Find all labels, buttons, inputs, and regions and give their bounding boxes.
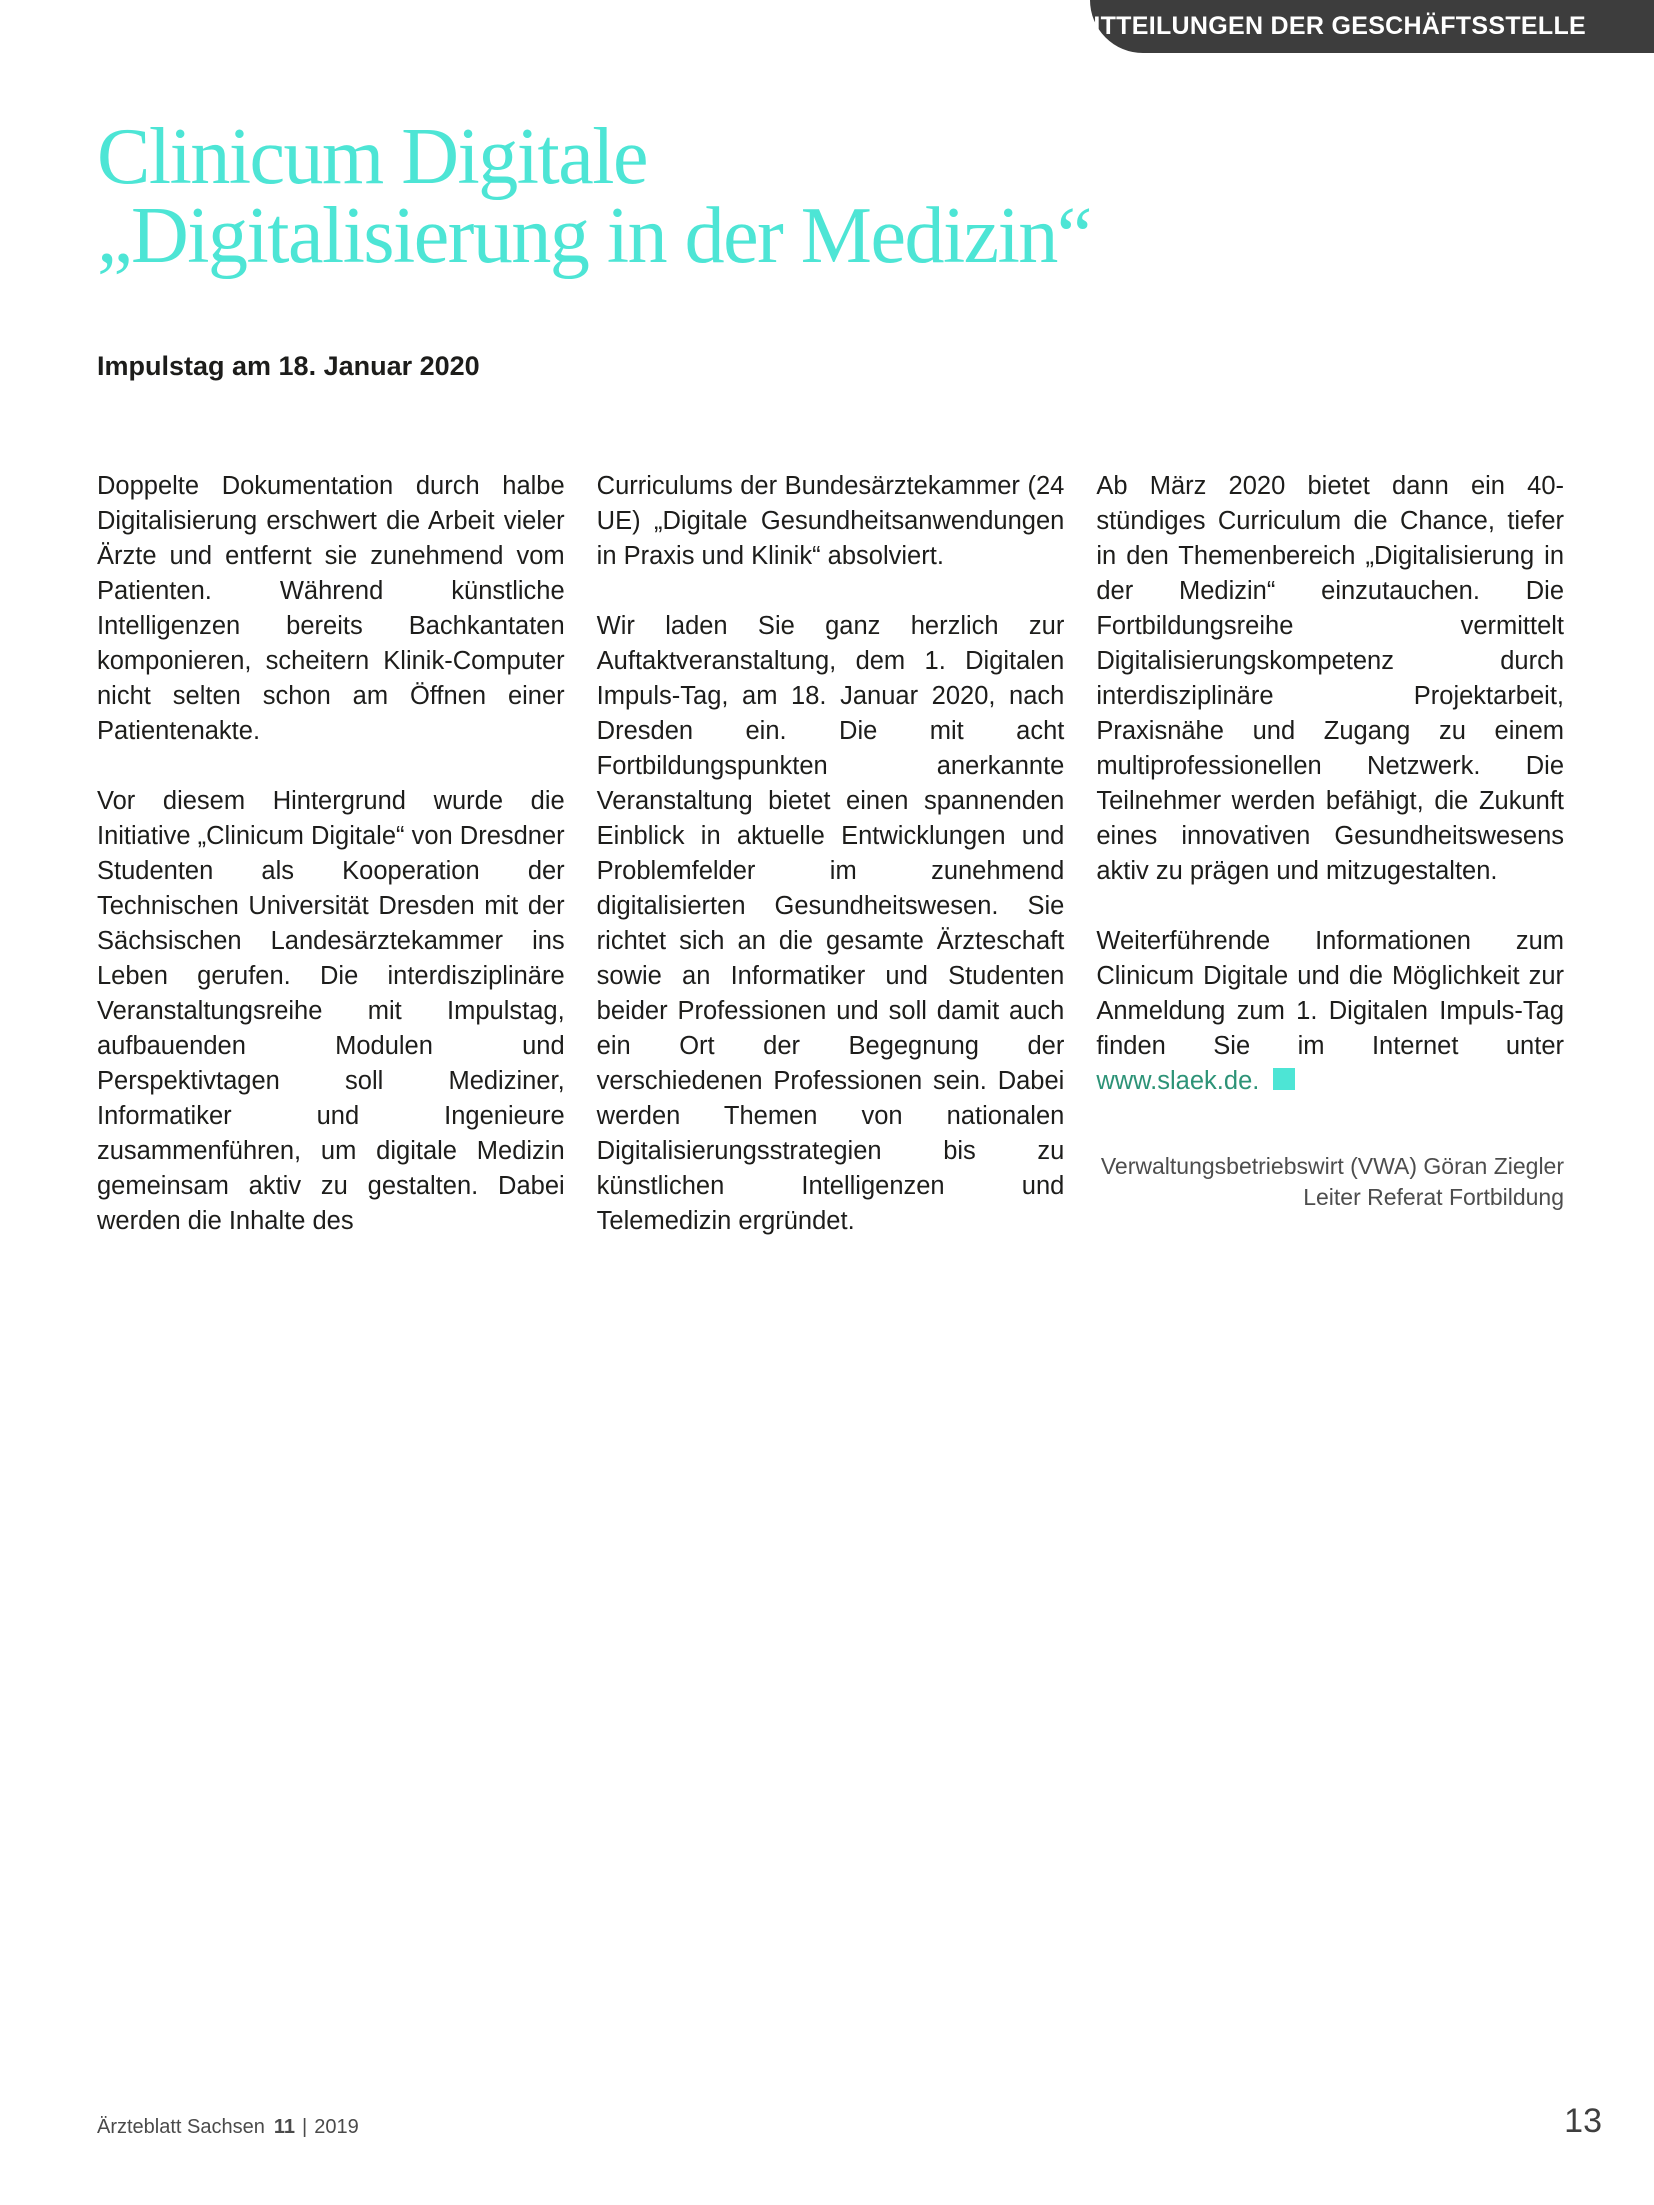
issue-year-separator: |	[302, 2116, 308, 2138]
paragraph: Vor diesem Hintergrund wurde die Initiative „Clinicum Digitale“ von Dresdner Studenten als Kooperation der Technischen Universität Dresden mit der Sächsischen Landesärztekammer ins Leben gerufen. Die interdisziplinäre Veranstaltungsreihe mit Impulstag, aufbauenden Modulen und Perspektivtagen soll Mediziner, Informatiker und Ingenieure zusammenführen, um digitale Medizin gemeinsam aktiv zu gestalten. Dabei werden die Inhalte des	[97, 787, 565, 1235]
page-number: 13	[1564, 2102, 1602, 2140]
article-title	[97, 113, 1091, 280]
footer-journal-info	[97, 2116, 359, 2139]
paragraph-with-link	[1096, 924, 1564, 1099]
text-column-1	[97, 469, 565, 1274]
paragraph: Ab März 2020 bietet dann ein 40-stündiges Curriculum die Chance, tiefer in den Themenbereich „Digitalisierung in der Medizin“ einzutauchen. Die Fortbildungsreihe vermittelt Digitalisierungskompetenz durch interdisziplinäre Projektarbeit, Praxisnähe und Zugang zu einem multiprofessionellen Netzwerk. Die Teilnehmer werden befähigt, die Zukunft eines innovativen Gesundheitswesens aktiv zu prägen und mitzugestalten.	[1096, 472, 1565, 885]
article-title-line-2: „Digitalisierung in der Medizin“	[97, 192, 1091, 280]
byline-role: Leiter Referat Fortbildung	[1303, 1184, 1565, 1210]
journal-name: Ärzteblatt Sachsen	[97, 2116, 265, 2138]
article-title-line-1: Clinicum Digitale	[97, 113, 647, 201]
byline	[1096, 1151, 1564, 1213]
section-banner	[1072, 0, 1654, 53]
article-subtitle: Impulstag am 18. Januar 2020	[97, 351, 480, 381]
paragraph: Doppelte Dokumentation durch halbe Digitalisierung erschwert die Arbeit vieler Ärzte und entfernt sie zunehmend vom Patienten. Während künstliche Intelligenzen bereits Bachkantaten komponieren, scheitern Klinik-Computer nicht selten schon am Öffnen einer Patientenakte.	[97, 472, 565, 745]
end-of-article-square-icon	[1273, 1068, 1295, 1090]
slaek-website-link[interactable]: www.slaek.de.	[1096, 1067, 1260, 1095]
paragraph: Curriculums der Bundesärztekammer (24 UE) „Digitale Gesundheitsanwendungen in Praxis und Klinik“ absolviert.	[596, 472, 1065, 570]
article-body	[97, 469, 1564, 1274]
byline-author: Verwaltungsbetriebswirt (VWA) Göran Ziegler	[1100, 1153, 1565, 1179]
text-column-3	[1096, 469, 1564, 1274]
journal-issue: 11	[273, 2116, 296, 2138]
journal-year: 2019	[314, 2116, 359, 2138]
text-column-2	[597, 469, 1065, 1274]
link-lead-text: Weiterführende Informationen zum Clinicum Digitale und die Möglichkeit zur Anmeldung zum 1. Digitalen Impuls-Tag finden Sie im Internet unter	[1096, 927, 1565, 1060]
paragraph: Wir laden Sie ganz herzlich zur Auftaktveranstaltung, dem 1. Digitalen Impuls-Tag, am 18. Januar 2020, nach Dresden ein. Die mit acht Fortbildungspunkten anerkannte Veranstaltung bietet einen spannenden Einblick in aktuelle Entwicklungen und Problemfelder im zunehmend digitalisierten Gesundheitswesen. Sie richtet sich an die gesamte Ärzteschaft sowie an Informatiker und Studenten beider Professionen und soll damit auch ein Ort der Begegnung der verschiedenen Professionen sein. Dabei werden Themen von nationalen Digitalisierungsstrategien bis zu künstlichen Intelligenzen und Telemedizin ergründet.	[596, 612, 1065, 1235]
section-banner-label: MITTEILUNGEN DER GESCHÄFTSSTELLE	[1072, 12, 1586, 40]
